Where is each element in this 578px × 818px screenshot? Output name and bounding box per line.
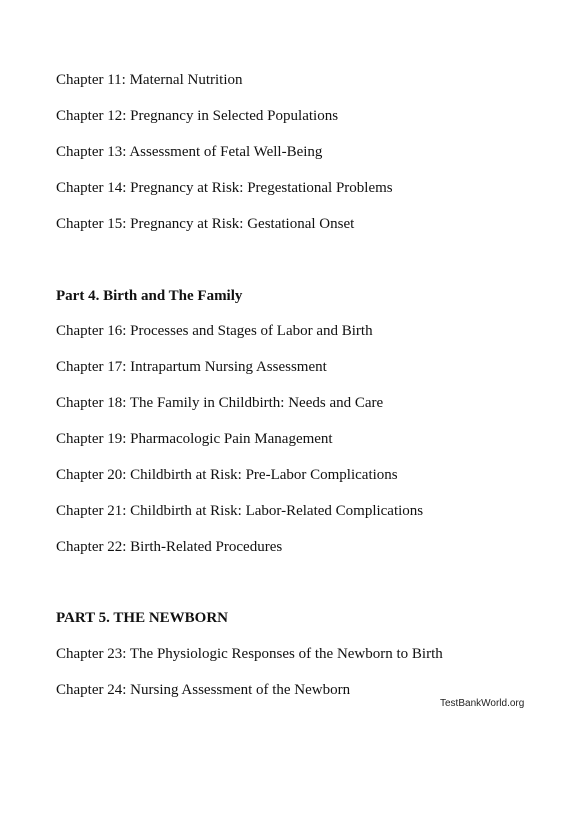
chapter-15: Chapter 15: Pregnancy at Risk: Gestational Onset: [56, 216, 355, 232]
footer-watermark: TestBankWorld.org: [440, 698, 525, 709]
chapter-13: Chapter 13: Assessment of Fetal Well-Being: [56, 144, 323, 160]
chapter-20: Chapter 20: Childbirth at Risk: Pre-Labor Complications: [56, 467, 398, 483]
chapter-21: Chapter 21: Childbirth at Risk: Labor-Related Complications: [56, 503, 424, 519]
chapter-17: Chapter 17: Intrapartum Nursing Assessment: [56, 359, 327, 375]
chapter-19: Chapter 19: Pharmacologic Pain Management: [56, 431, 333, 447]
chapter-11: Chapter 11: Maternal Nutrition: [56, 72, 243, 88]
chapter-18: Chapter 18: The Family in Childbirth: Needs and Care: [56, 395, 384, 411]
chapter-12: Chapter 12: Pregnancy in Selected Populations: [56, 108, 339, 124]
chapter-22: Chapter 22: Birth-Related Procedures: [56, 539, 283, 555]
chapter-23: Chapter 23: The Physiologic Responses of the Newborn to Birth: [56, 646, 443, 662]
part-5-heading: PART 5. THE NEWBORN: [56, 610, 229, 626]
chapter-16: Chapter 16: Processes and Stages of Labor and Birth: [56, 323, 373, 339]
chapter-24: Chapter 24: Nursing Assessment of the Newborn: [56, 682, 351, 698]
chapter-14: Chapter 14: Pregnancy at Risk: Pregestational Problems: [56, 180, 393, 196]
part-4-heading: Part 4. Birth and The Family: [56, 288, 243, 304]
